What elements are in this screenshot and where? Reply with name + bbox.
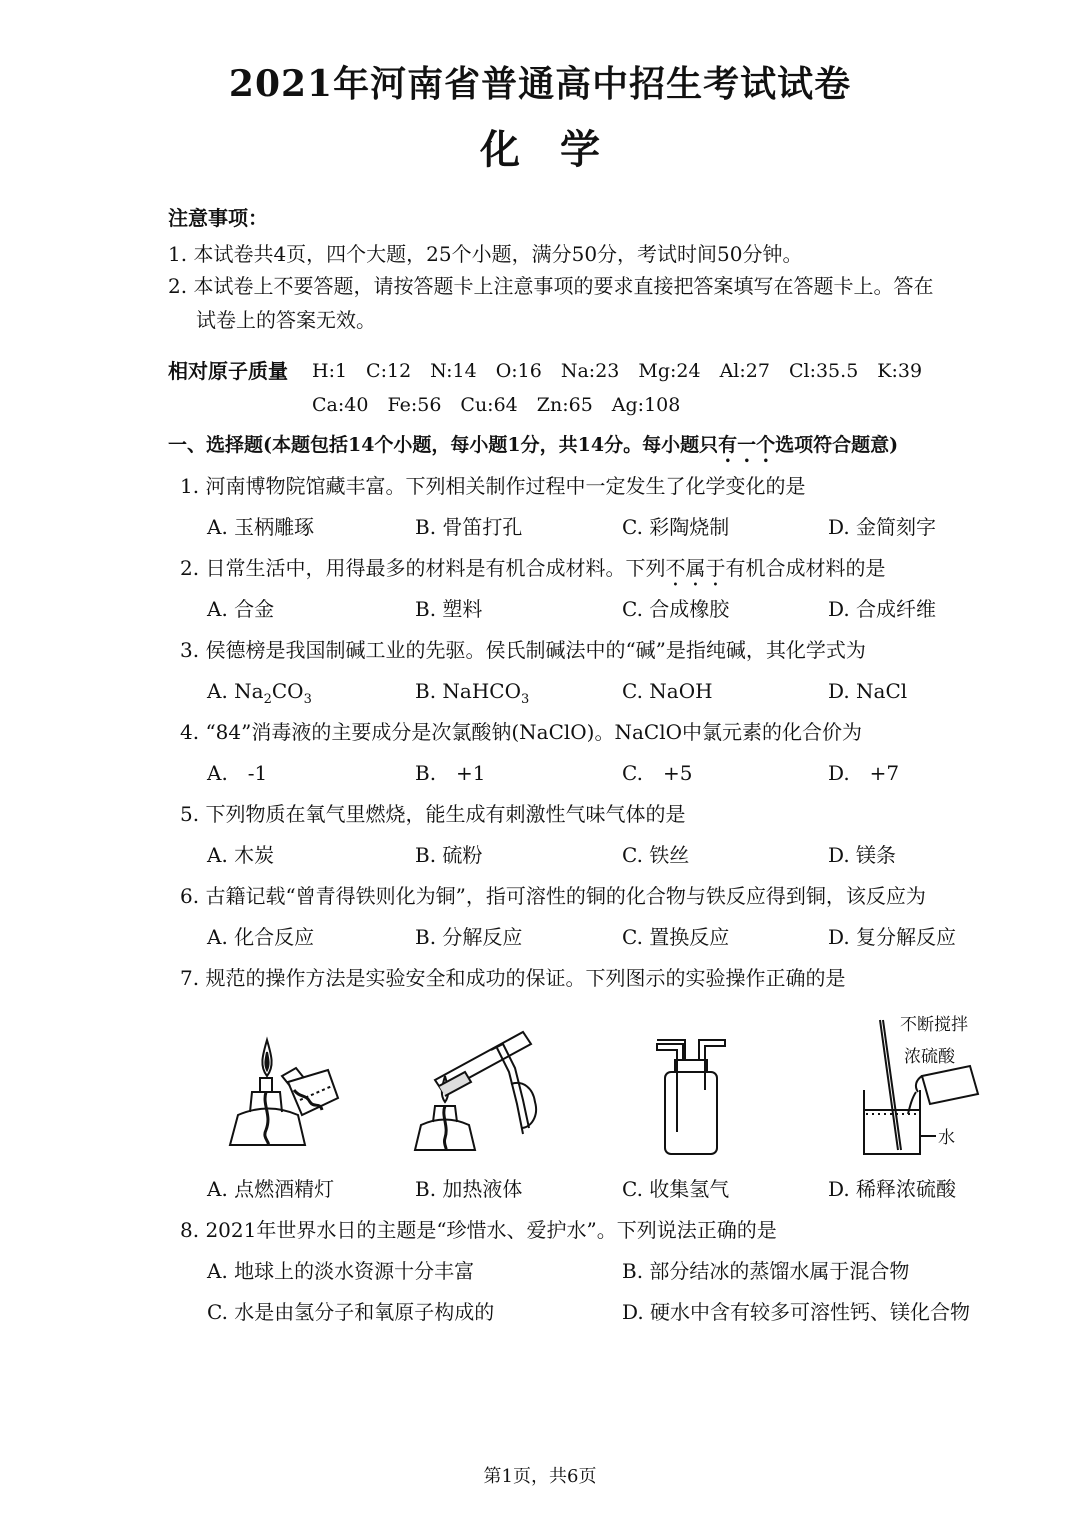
question-6-option-c: C. 置换反应: [622, 925, 730, 949]
question-5-option-b: B. 硫粉: [415, 843, 483, 867]
question-8-option-c: C. 水是由氢分子和氧原子构成的: [207, 1300, 495, 1324]
atomic-mass-label: 相对原子质量: [168, 359, 288, 383]
section1-heading: [168, 431, 898, 467]
question-1-option-d: D. 金简刻字: [828, 515, 937, 539]
notice-heading: 注意事项：: [168, 206, 268, 230]
notice-item-2: 2. 本试卷上不要答题，请按答题卡上注意事项的要求直接把答案填写在答题卡上。答在: [168, 274, 934, 298]
page-number: 第1页，共6页: [483, 1466, 597, 1487]
formula-subscript: 2: [263, 692, 272, 707]
question-3-option-c: C. NaOH: [622, 679, 713, 703]
formula-part: B. NaHCO: [415, 679, 521, 703]
question-1-stem: 1. 河南博物院馆藏丰富。下列相关制作过程中一定发生了化学变化的是: [180, 474, 806, 498]
question-1-option-b: B. 骨笛打孔: [415, 515, 523, 539]
notice-item-1: 1. 本试卷共4页，四个大题，25个小题，满分50分，考试时间50分钟。: [168, 242, 803, 266]
question-8-stem: 8. 2021年世界水日的主题是“珍惜水、爱护水”。下列说法正确的是: [180, 1218, 777, 1242]
question-3-option-d: D. NaCl: [828, 679, 908, 703]
question-5-stem: 5. 下列物质在氧气里燃烧，能生成有刺激性气味气体的是: [180, 802, 686, 826]
question-2-stem-pre: 2. 日常生活中，用得最多的材料是有机合成材料。下列: [180, 556, 666, 580]
question-2-option-a: A. 合金: [207, 597, 275, 621]
question-8-option-b: B. 部分结冰的蒸馏水属于混合物: [622, 1259, 910, 1283]
question-4-option-a: A. -1: [207, 761, 268, 785]
figure-label-acid: 浓硫酸: [904, 1047, 955, 1067]
formula-part: A. Na: [207, 679, 264, 703]
question-4-option-d: D. +7: [828, 761, 900, 785]
question-5-option-a: A. 木炭: [207, 843, 275, 867]
question-6-stem: 6. 古籍记载“曾青得铁则化为铜”，指可溶性的铜的化合物与铁反应得到铜，该反应为: [180, 884, 926, 908]
question-8-option-a: A. 地球上的淡水资源十分丰富: [207, 1259, 475, 1283]
question-6-option-a: A. 化合反应: [207, 925, 315, 949]
question-2-stem-emphasis: 不属于: [665, 556, 726, 580]
formula-subscript: 3: [303, 692, 312, 707]
section1-heading-emphasis: 有一个: [718, 434, 776, 456]
question-7-option-d: D. 稀释浓硫酸: [828, 1177, 957, 1201]
alcohol-lamp-lighting-figure: [210, 1010, 350, 1160]
exam-title: 2021年河南省普通高中招生考试试卷: [228, 63, 852, 105]
section1-heading-post: 选项符合题意): [775, 434, 899, 456]
question-2-option-c: C. 合成橡胶: [622, 597, 730, 621]
question-4-stem: 4. “84”消毒液的主要成分是次氯酸钠(NaClO)。NaClO中氯元素的化合价为: [180, 720, 862, 744]
heating-liquid-figure: [405, 1010, 555, 1160]
figure-label-water: 水: [938, 1128, 955, 1148]
atomic-mass-line1: H:1 C:12 N:14 O:16 Na:23 Mg:24 Al:27 Cl:35.5 K:39: [312, 360, 923, 382]
question-2-stem-post: 有机合成材料的是: [725, 556, 886, 580]
question-2-option-d: D. 合成纤维: [828, 597, 937, 621]
question-7-option-a: A. 点燃酒精灯: [207, 1177, 335, 1201]
question-7-option-b: B. 加热液体: [415, 1177, 523, 1201]
question-7-stem: 7. 规范的操作方法是实验安全和成功的保证。下列图示的实验操作正确的是: [180, 966, 846, 990]
question-1-option-c: C. 彩陶烧制: [622, 515, 730, 539]
atomic-mass-line2: Ca:40 Fe:56 Cu:64 Zn:65 Ag:108: [312, 394, 681, 416]
question-4-option-c: C. +5: [622, 761, 693, 785]
subject-title: 化 学: [480, 126, 600, 173]
formula-part: CO: [271, 679, 304, 703]
figure-label-stir: 不断搅拌: [900, 1015, 968, 1035]
notice-item-2-cont: 试卷上的答案无效。: [196, 308, 376, 332]
question-6-option-b: B. 分解反应: [415, 925, 523, 949]
question-5-option-c: C. 铁丝: [622, 843, 690, 867]
formula-subscript: 3: [520, 692, 530, 707]
question-2-stem: [180, 554, 885, 591]
question-3-option-a: [207, 677, 312, 714]
question-1-option-a: A. 玉柄雕琢: [207, 515, 315, 539]
question-4-option-b: B. +1: [415, 761, 486, 785]
question-5-option-d: D. 镁条: [828, 843, 897, 867]
question-7-option-c: C. 收集氢气: [622, 1177, 730, 1201]
question-2-option-b: B. 塑料: [415, 597, 483, 621]
section1-heading-pre: 一、选择题(本题包括14个小题，每小题1分，共14分。每小题只: [168, 434, 719, 456]
question-8-option-d: D. 硬水中含有较多可溶性钙、镁化合物: [622, 1300, 971, 1324]
question-3-stem: 3. 侯德榜是我国制碱工业的先驱。侯氏制碱法中的“碱”是指纯碱，其化学式为: [180, 638, 866, 662]
gas-collection-bottle-figure: [645, 1010, 735, 1160]
question-6-option-d: D. 复分解反应: [828, 925, 957, 949]
question-3-option-b: [415, 677, 529, 714]
